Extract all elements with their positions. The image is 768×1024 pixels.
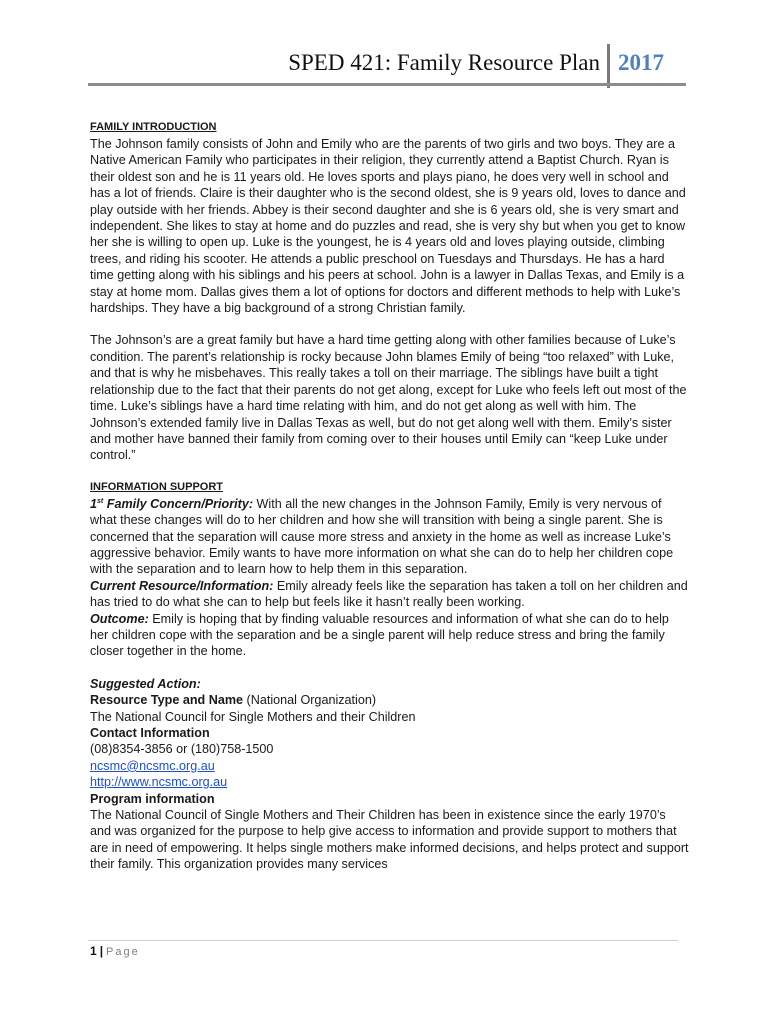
document-title: SPED 421: Family Resource Plan: [288, 50, 600, 75]
page-header: [88, 40, 686, 88]
program-info-text: The National Council of Single Mothers and Their Children has been in existence since the early 1970’s and was organized for the purpose to help give access to information and provide support to mothers that are in need of empowering. It helps single mothers make informed decisions, and helps protect and support their family. This organization provides many services: [90, 808, 689, 872]
page-label: Page: [106, 946, 140, 958]
document-body: [90, 120, 690, 873]
document-year: 2017: [618, 50, 664, 75]
footer-separator: |: [99, 944, 104, 958]
page-footer: [90, 944, 140, 958]
resource-name: The National Council for Single Mothers and their Children: [90, 709, 416, 724]
outcome-label: Outcome:: [90, 611, 149, 626]
program-info-label: Program information: [90, 791, 215, 806]
family-concern-paragraph: [90, 496, 690, 578]
current-resource-text: Emily already feels like the separation has taken a toll on her children and has tried to do what she can to help but feels like it hasn’t really been working.: [90, 578, 688, 610]
current-resource-label: Current Resource/Information:: [90, 578, 274, 593]
footer-rule: [88, 940, 678, 941]
resource-type-label: Resource Type and Name: [90, 693, 244, 708]
resource-type-line: [90, 692, 690, 708]
family-intro-paragraph-1: The Johnson family consists of John and Emily who are the parents of two girls and two boys. They are a Native American Family who participates in their religion, they currently attend a Baptist Church. Ryan is their oldest son and he is 11 years old. He loves sports and plays piano, he does very well in school and has a lot of friends. Claire is their daughter who is the second oldest, she is 9 years old, loves to dance and play outside with her friends. Abbey is their second daughter and she is 6 years old, she is very smart and independent. She likes to stay at home and do puzzles and read, she is very shy but when you get to know her she is willing to open up. Luke is the youngest, he is 4 years old and loves playing outside, climbing trees, and riding his scooter. He attends a public preschool on Tuesdays and Thursdays. He has a hard time getting along with his siblings and his peers at school. John is a lawyer in Dallas Texas, and Emily is a stay at home mom. Dallas gives them a lot of options for doctors and different methods to help with Luke’s hardships. They have a big background of a strong Christian family.: [90, 137, 686, 316]
resource-type: (National Organization): [246, 693, 377, 708]
concern-number: 1: [90, 496, 98, 511]
page-number: 1: [90, 944, 97, 958]
outcome-paragraph: [90, 611, 690, 660]
information-support-heading: INFORMATION SUPPORT: [90, 480, 224, 493]
contact-email-link[interactable]: ncsmc@ncsmc.org.au: [90, 758, 215, 773]
current-resource-paragraph: [90, 578, 690, 611]
family-intro-paragraph-2: The Johnson’s are a great family but have a hard time getting along with other families because of Luke’s condition. The parent’s relationship is rocky because John blames Emily of being “too relaxed” with Luke, and that is why he misbehaves. This really takes a toll on their marriage. The siblings have built a tight relationship due to the fact that their parents do not get along, except for Luke who feels left out most of the time. Luke’s siblings have a hard time relating with him, and do not get along as well with him. The Johnson’s extended family live in Dallas Texas as well, but do not get along well with them. Emily’s sister and mother have banned their family from coming over to their houses until Emily can “keep Luke under control.”: [90, 333, 687, 463]
website-link[interactable]: http://www.ncsmc.org.au: [90, 775, 228, 790]
header-rule: [88, 83, 686, 86]
contact-info-label: Contact Information: [90, 726, 210, 740]
concern-text: With all the new changes in the Johnson Family, Emily is very nervous of what these changes will do to her children and how she will transition with being a single parent. She is concerned that the separation will cause more stress and anxiety in the home as well as increase Luke’s aggressive behavior. Emily wants to have more information on what she can do to help her children cope with the separation and to learn how to help them in this separation.: [90, 496, 674, 577]
concern-label: Family Concern/Priority:: [106, 496, 254, 511]
concern-ordinal: st: [97, 497, 104, 505]
suggested-action-label: Suggested Action:: [90, 676, 201, 691]
contact-phone: (08)8354-3856 or (180)758-1500: [90, 742, 274, 757]
outcome-text: Emily is hoping that by finding valuable resources and information of what she can do to help her children cope with the separation and be a single parent will help reduce stress and bring the family closer together in the home.: [90, 611, 669, 659]
family-introduction-heading: FAMILY INTRODUCTION: [90, 121, 217, 133]
header-divider: [607, 44, 610, 88]
